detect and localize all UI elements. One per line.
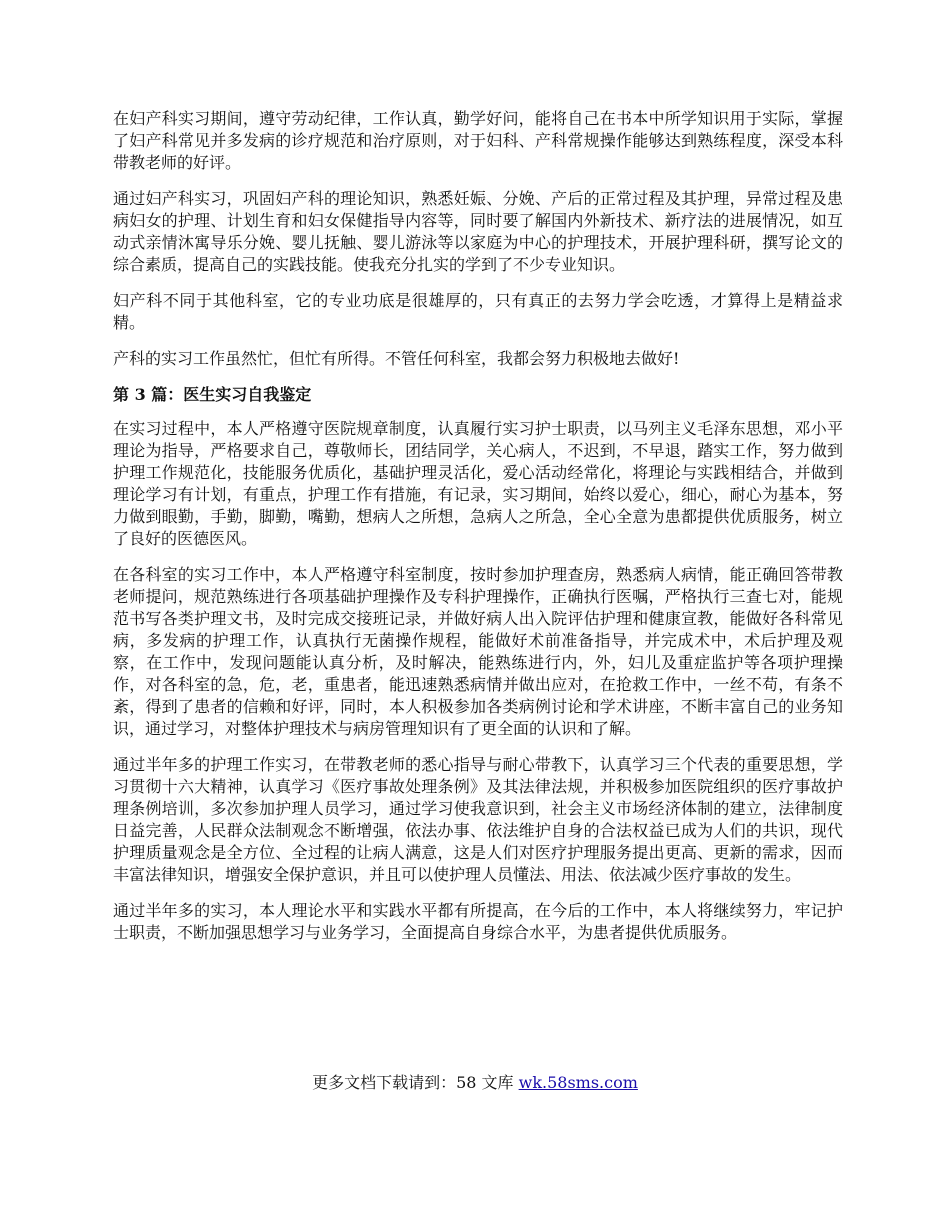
footer-link[interactable]: wk.58sms.com xyxy=(518,1073,638,1092)
footer-text: 更多文档下载请到：58 文库 xyxy=(312,1073,519,1092)
paragraph: 在妇产科实习期间，遵守劳动纪律，工作认真，勤学好问，能将自己在书本中所学知识用于实际，掌握了妇产科常见并多发病的诊疗规范和治疗原则，对于妇科、产科常规操作能够达到熟练程度，深受本科带教老师的好评。 xyxy=(113,109,843,172)
paragraph: 通过半年多的实习，本人理论水平和实践水平都有所提高，在今后的工作中，本人将继续努力，牢记护士职责，不断加强思想学习与业务学习，全面提高自身综合水平，为患者提供优质服务。 xyxy=(113,901,843,942)
paragraph: 在实习过程中，本人严格遵守医院规章制度，认真履行实习护士职责，以马列主义毛泽东思想，邓小平理论为指导，严格要求自己，尊敬师长，团结同学，关心病人，不迟到，不早退，踏实工作，努力做到护理工作规范化，技能服务优质化，基础护理灵活化，爱心活动经常化，将理论与实践相结合，并做到理论学习有计划，有重点，护理工作有措施，有记录，实习期间，始终以爱心，细心，耐心为基本，努力做到眼勤，手勤，脚勤，嘴勤，想病人之所想，急病人之所急，全心全意为患都提供优质服务，树立了良好的医德医风。 xyxy=(113,419,843,548)
section-heading: 第 3 篇：医生实习自我鉴定 xyxy=(113,385,312,404)
paragraph: 在各科室的实习工作中，本人严格遵守科室制度，按时参加护理查房，熟悉病人病情，能正确回答带教老师提问，规范熟练进行各项基础护理操作及专科护理操作，正确执行医嘱，严格执行三查七对，能规范书写各类护理文书，及时完成交接班记录，并做好病人出入院评估护理和健康宣教，能做好各科常见病，多发病的护理工作，认真执行无菌操作规程，能做好术前准备指导，并完成术中，术后护理及观察，在工作中，发现问题能认真分析，及时解决，能熟练进行内，外，妇儿及重症监护等各项护理操作，对各科室的急，危，老，重患者，能迅速熟悉病情并做出应对，在抢救工作中，一丝不苟，有条不紊，得到了患者的信赖和好评，同时，本人积极参加各类病例讨论和学术讲座，不断丰富自己的业务知识，通过学习，对整体护理技术与病房管理知识有了更全面的认识和了解。 xyxy=(113,565,843,738)
document-body xyxy=(113,108,843,958)
download-footer xyxy=(0,1072,950,1094)
paragraph: 通过妇产科实习，巩固妇产科的理论知识，熟悉妊娠、分娩、产后的正常过程及其护理，异常过程及患病妇女的护理、计划生育和妇女保健指导内容等，同时要了解国内外新技术、新疗法的进展情况，如互动式亲情沐寓导乐分娩、婴儿抚触、婴儿游泳等以家庭为中心的护理技术，开展护理科研，撰写论文的综合素质，提高自己的实践技能。使我充分扎实的学到了不少专业知识。 xyxy=(113,189,843,274)
paragraph: 通过半年多的护理工作实习，在带教老师的悉心指导与耐心带教下，认真学习三个代表的重要思想，学习贯彻十六大精神，认真学习《医疗事故处理条例》及其法律法规，并积极参加医院组织的医疗事故护理条例培训，多次参加护理人员学习，通过学习使我意识到，社会主义市场经济体制的建立，法律制度日益完善，人民群众法制观念不断增强，依法办事、依法维护自身的合法权益已成为人们的共识，现代护理质量观念是全方位、全过程的让病人满意，这是人们对医疗护理服务提出更高、更新的需求，因而丰富法律知识，增强安全保护意识，并且可以使护理人员懂法、用法、依法减少医疗事故的发生。 xyxy=(113,755,843,884)
paragraph: 妇产科不同于其他科室，它的专业功底是很雄厚的，只有真正的去努力学会吃透，才算得上是精益求精。 xyxy=(113,291,843,332)
paragraph: 产科的实习工作虽然忙，但忙有所得。不管任何科室，我都会努力积极地去做好! xyxy=(113,349,680,368)
